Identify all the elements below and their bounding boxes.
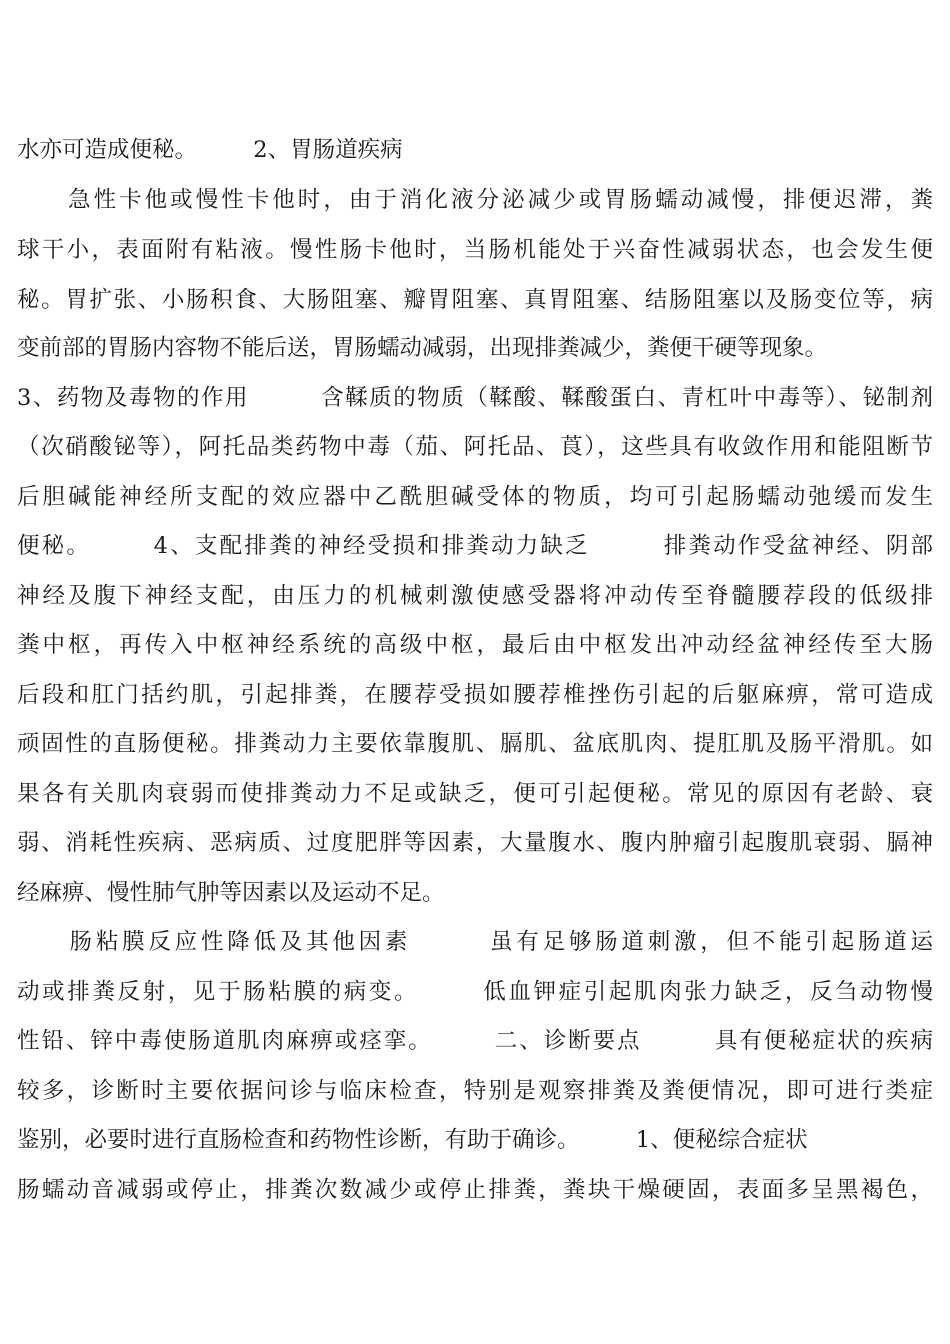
text-line: 秘。胃扩张、小肠积食、大肠阻塞、瓣胃阻塞、真胃阻塞、结肠阻塞以及肠变位等，病 — [17, 287, 933, 313]
text-line: （次硝酸铋等），阿托品类药物中毒（茄、阿托品、莨），这些具有收敛作用和能阻断节 — [17, 434, 933, 460]
text-line: 较多，诊断时主要依据问诊与临床检查，特别是观察排粪及粪便情况，即可进行类症 — [17, 1078, 933, 1104]
text-line: 肠粘膜反应性降低及其他因素 虽有足够肠道刺激，但不能引起肠道运 — [17, 929, 933, 955]
text-line: 3、药物及毒物的作用 含鞣质的物质（鞣酸、鞣酸蛋白、青杠叶中毒等）、铋制剂 — [17, 385, 933, 411]
text-line: 粪中枢，再传入中枢神经系统的高级中枢，最后由中枢发出冲动经盆神经传至大肠 — [17, 632, 933, 658]
text-line: 顽固性的直肠便秘。排粪动力主要依靠腹肌、膈肌、盆底肌肉、提肛肌及肠平滑肌。如 — [17, 731, 933, 757]
text-line: 鉴别，必要时进行直肠检查和药物性诊断，有助于确诊。 1、便秘综合症状 — [17, 1127, 808, 1153]
text-line: 水亦可造成便秘。 2、胃肠道疾病 — [17, 137, 403, 163]
text-line: 动或排粪反射，见于肠粘膜的病变。 低血钾症引起肌肉张力缺乏，反刍动物慢 — [17, 979, 933, 1005]
text-line: 肠蠕动音减弱或停止，排粪次数减少或停止排粪，粪块干燥硬固，表面多呈黑褐色， — [17, 1177, 933, 1203]
text-line: 球干小，表面附有粘液。慢性肠卡他时，当肠机能处于兴奋性减弱状态，也会发生便 — [17, 237, 933, 263]
text-line: 急性卡他或慢性卡他时，由于消化液分泌减少或胃肠蠕动减慢，排便迟滞，粪 — [17, 187, 933, 213]
text-line: 弱、消耗性疾病、恶病质、过度肥胖等因素，大量腹水、腹内肿瘤引起腹肌衰弱、膈神 — [17, 830, 933, 856]
text-line: 经麻痹、慢性肺气肿等因素以及运动不足。 — [17, 880, 445, 906]
text-line: 果各有关肌肉衰弱而使排粪动力不足或缺乏，便可引起便秘。常见的原因有老龄、衰 — [17, 781, 933, 807]
text-line: 后胆碱能神经所支配的效应器中乙酰胆碱受体的物质，均可引起肠蠕动弛缓而发生 — [17, 484, 933, 510]
text-line: 性铅、锌中毒使肠道肌肉麻痹或痉挛。 二、诊断要点 具有便秘症状的疾病 — [17, 1028, 933, 1054]
text-line: 变前部的胃肠内容物不能后送，胃肠蠕动减弱，出现排粪减少，粪便干硬等现象。 — [17, 335, 828, 361]
text-line: 便秘。 4、支配排粪的神经受损和排粪动力缺乏 排粪动作受盆神经、阴部 — [17, 533, 933, 559]
text-line: 后段和肛门括约肌，引起排粪，在腰荐受损如腰荐椎挫伤引起的后躯麻痹，常可造成 — [17, 682, 933, 708]
text-line: 神经及腹下神经支配，由压力的机械刺激使感受器将冲动传至脊髓腰荐段的低级排 — [17, 583, 933, 609]
